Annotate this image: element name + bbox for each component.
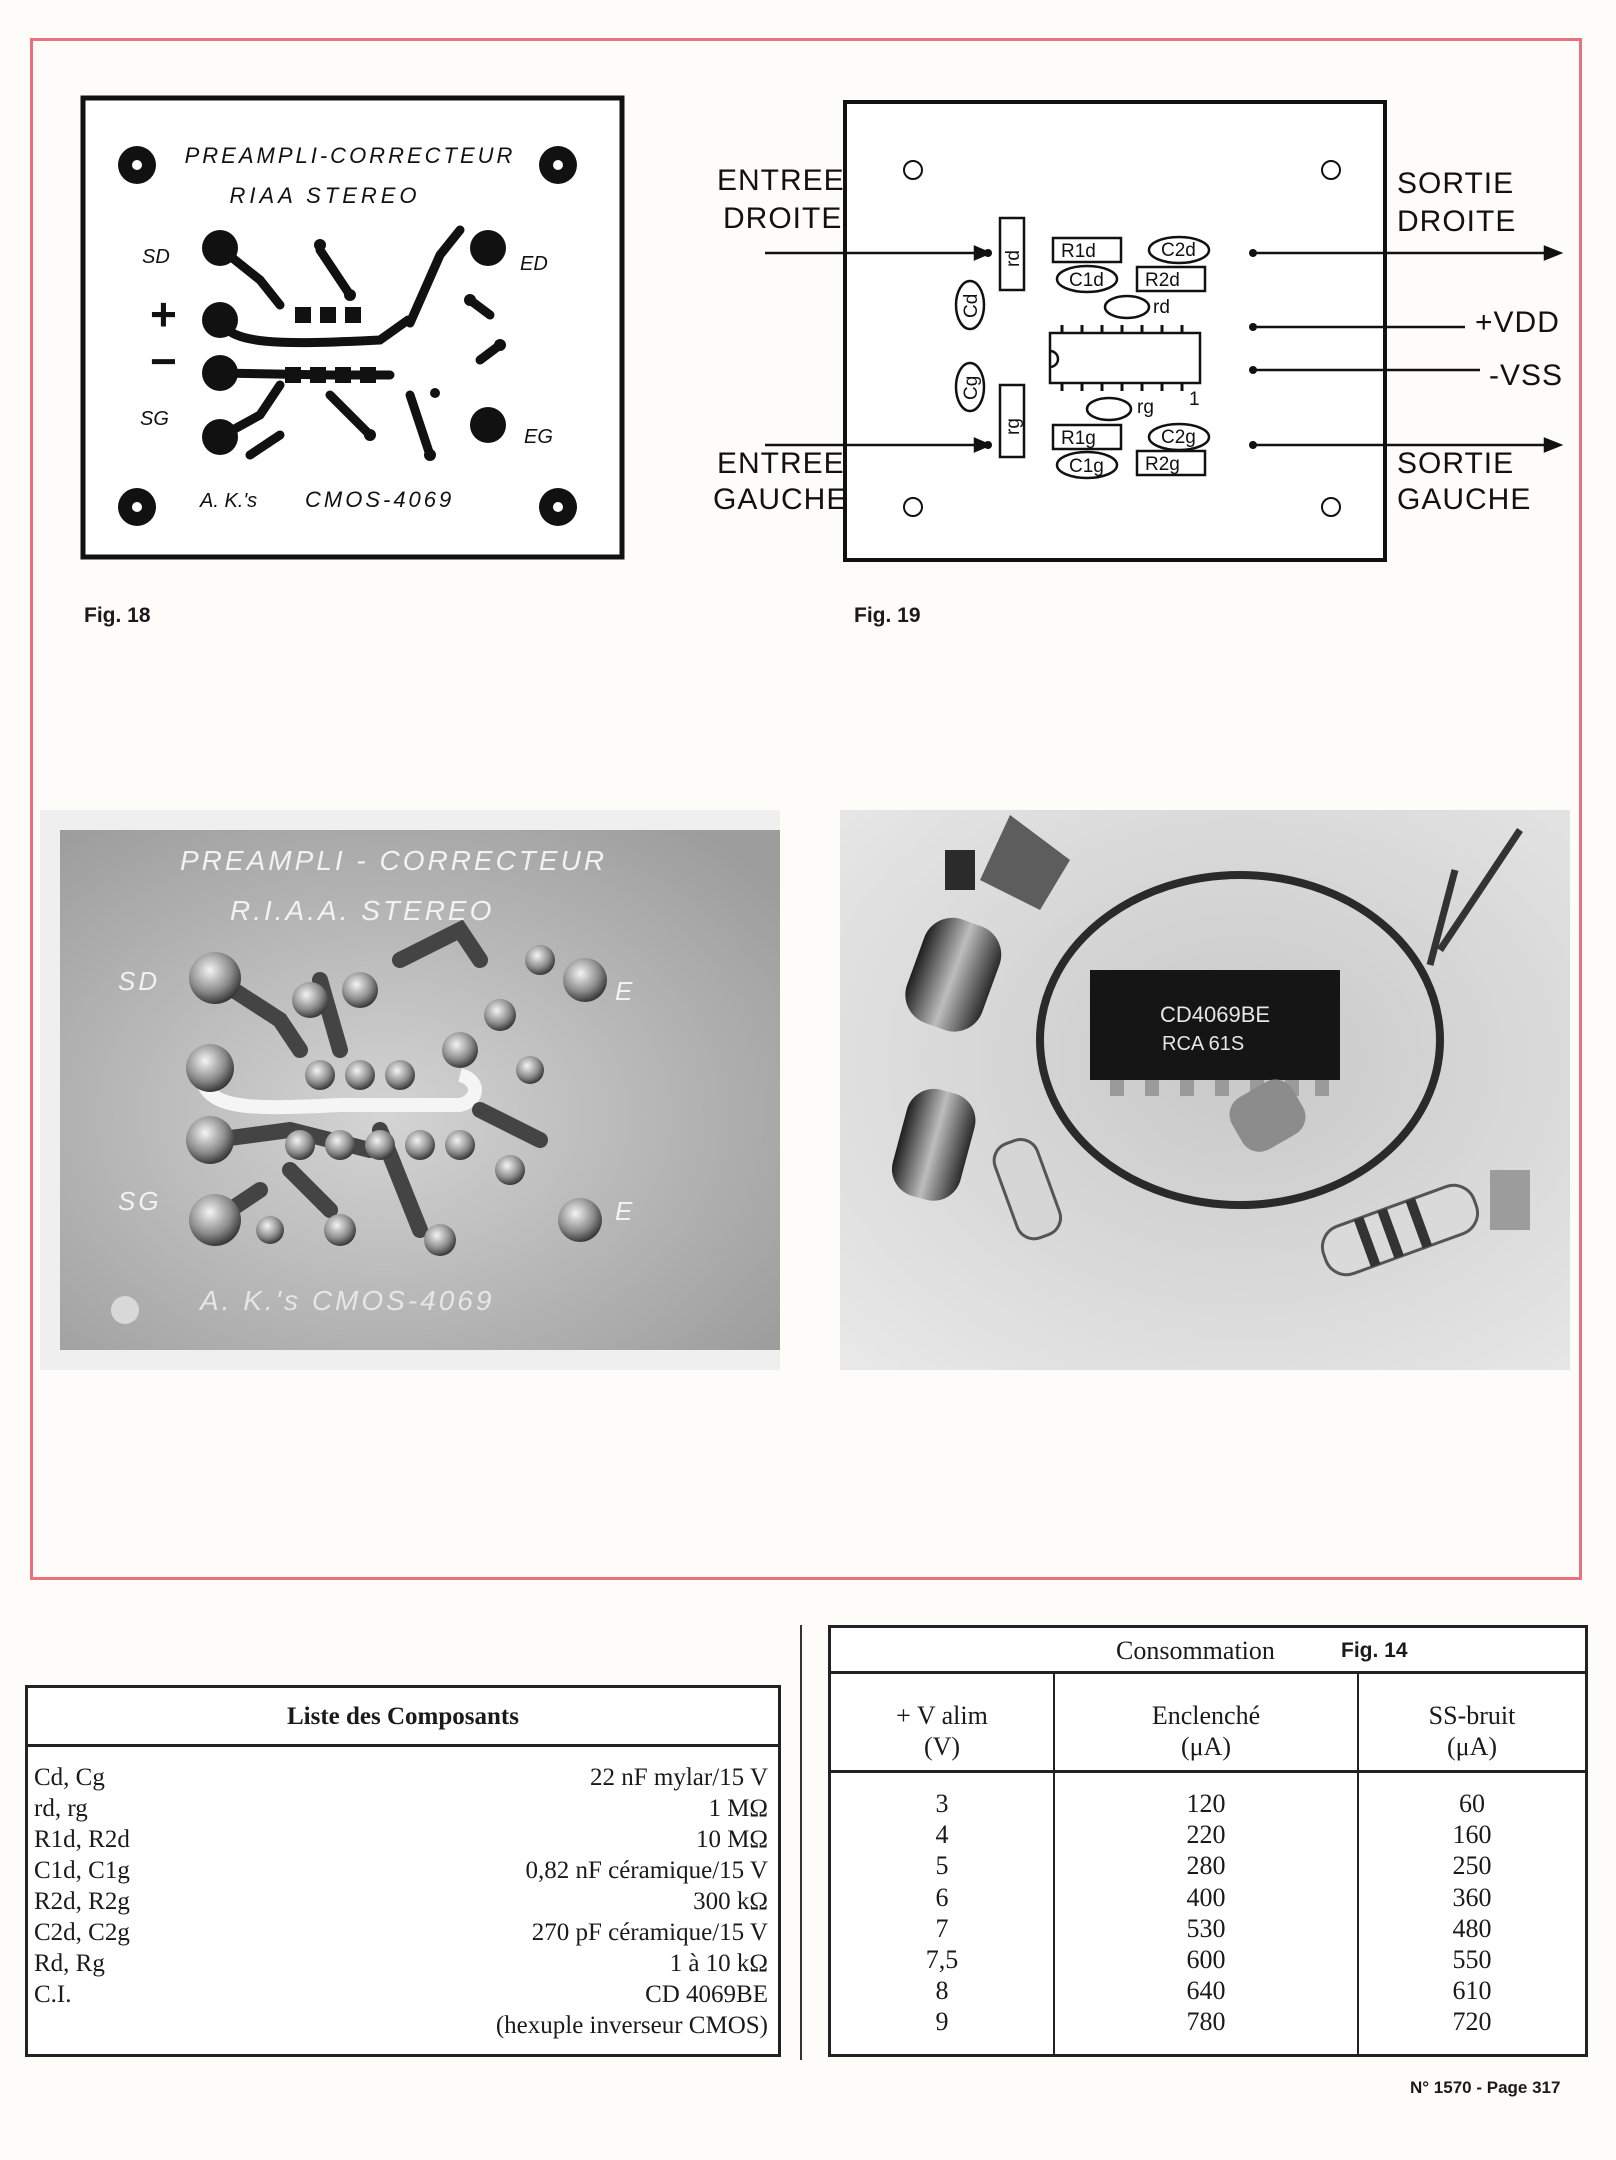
in-right-line1: ENTREE — [717, 164, 845, 197]
parts-label: C.I. — [34, 1981, 72, 2008]
label-rd-vertical: rd — [1003, 250, 1024, 267]
fig18-caption: Fig. 18 — [84, 604, 151, 627]
board-title-1: PREAMPLI-CORRECTEUR — [184, 143, 516, 168]
table-cell: 4 — [935, 1820, 949, 1850]
parts-value: 270 pF céramique/15 V — [531, 1919, 768, 1946]
parts-list-title: Liste des Composants — [28, 1688, 778, 1747]
table-cell: 3 — [935, 1789, 949, 1818]
table-cell: 7 — [935, 1913, 949, 1943]
table-cell: 640 — [1186, 1976, 1226, 2006]
parts-label: C2d, C2g — [34, 1919, 130, 1946]
table-cell: 220 — [1186, 1820, 1226, 1850]
out-right-line1: SORTIE — [1397, 167, 1515, 200]
parts-label: Cd, Cg — [34, 1764, 105, 1791]
column-ss-bruit — [1359, 1788, 1585, 2038]
board-footer-left: A. K.'s — [200, 490, 258, 512]
page-number: N° 1570 - Page 317 — [1410, 2078, 1561, 2097]
photo-pad-sg: SG — [118, 1186, 162, 1216]
table-cell: 780 — [1186, 2007, 1226, 2037]
plus-sign: + — [150, 288, 177, 340]
header-line: (μA) — [1446, 1732, 1498, 1761]
fig19-caption: Fig. 19 — [854, 604, 921, 627]
label-r1d: R1d — [1061, 241, 1096, 262]
label-rg-vertical: rg — [1003, 418, 1024, 435]
label-cd: Cd — [961, 293, 982, 318]
photo-text-3: A. K.'s CMOS-4069 — [200, 1285, 495, 1316]
header-line: SS-bruit — [1428, 1701, 1516, 1730]
parts-value: 1 à 10 kΩ — [669, 1950, 768, 1977]
header-line: Enclenché — [1151, 1701, 1261, 1730]
parts-label: rd, rg — [34, 1795, 88, 1822]
table-cell: 610 — [1452, 1976, 1492, 2006]
parts-value: (hexuple inverseur CMOS) — [495, 2012, 768, 2039]
photo-assembled-board — [840, 810, 1570, 1370]
table-cell: 720 — [1452, 2007, 1492, 2037]
parts-value: 300 kΩ — [693, 1888, 768, 1915]
vdd-label: +VDD — [1475, 306, 1560, 339]
consumption-title-bar — [831, 1628, 1585, 1674]
in-left-line1: ENTREE — [717, 447, 845, 480]
out-left-line1: SORTIE — [1397, 447, 1515, 480]
table-cell: 480 — [1452, 1913, 1492, 1943]
consumption-title: Consommation — [1116, 1636, 1275, 1665]
board-footer-right: CMOS-4069 — [305, 487, 455, 512]
out-right-line2: DROITE — [1397, 205, 1517, 238]
header-enclenche — [1055, 1700, 1357, 1762]
chip-marking-2: RCA 61S — [1162, 1033, 1245, 1055]
pad-label-ed: ED — [520, 253, 548, 275]
table-cell: 8 — [935, 1976, 949, 2006]
in-left-line2: GAUCHE — [713, 483, 848, 516]
header-line: (V) — [923, 1732, 961, 1761]
label-c2d: C2d — [1161, 240, 1196, 261]
photo-text-2: R.I.A.A. STEREO — [230, 895, 495, 926]
label-rg: rg — [1137, 397, 1154, 418]
pad-label-eg: EG — [524, 426, 553, 448]
parts-label: C1d, C1g — [34, 1857, 130, 1884]
pin1-label: 1 — [1189, 389, 1200, 410]
in-right-line2: DROITE — [723, 202, 843, 235]
table-cell: 9 — [935, 2007, 949, 2037]
label-r1g: R1g — [1061, 428, 1096, 449]
table-cell: 6 — [935, 1882, 949, 1912]
consumption-table — [828, 1625, 1588, 2057]
out-left-line2: GAUCHE — [1397, 483, 1532, 516]
photo-pad-sd: SD — [118, 966, 161, 996]
consumption-fig-label: Fig. 14 — [1341, 1639, 1408, 1662]
header-line: (μA) — [1180, 1732, 1232, 1761]
parts-label: R2d, R2g — [34, 1888, 130, 1915]
table-cell: 360 — [1452, 1882, 1492, 1912]
table-cell: 530 — [1186, 1913, 1226, 1943]
table-cell: 60 — [1459, 1789, 1485, 1818]
header-v-alim — [831, 1700, 1053, 1762]
parts-list-table — [25, 1685, 781, 2057]
parts-value: 0,82 nF céramique/15 V — [525, 1857, 768, 1884]
label-c2g: C2g — [1161, 427, 1196, 448]
table-cell: 600 — [1186, 1944, 1226, 1974]
label-c1g: C1g — [1069, 456, 1104, 477]
chip-marking-1: CD4069BE — [1160, 1002, 1271, 1027]
label-r2d: R2d — [1145, 270, 1180, 291]
table-cell: 5 — [935, 1851, 949, 1881]
parts-value: CD 4069BE — [645, 1981, 768, 2008]
pad-label-sd: SD — [142, 246, 170, 268]
minus-sign: − — [150, 335, 177, 387]
label-c1d: C1d — [1069, 270, 1104, 291]
table-cell: 550 — [1452, 1944, 1492, 1974]
parts-value: 22 nF mylar/15 V — [589, 1764, 768, 1791]
header-line: + V alim — [896, 1701, 988, 1730]
parts-label: Rd, Rg — [34, 1950, 105, 1977]
photo-pcb-solder-side — [40, 810, 780, 1370]
parts-label: R1d, R2d — [34, 1826, 130, 1853]
table-cell: 280 — [1186, 1851, 1226, 1881]
table-cell: 160 — [1452, 1820, 1492, 1850]
column-separator — [800, 1625, 802, 2060]
table-cell: 120 — [1186, 1789, 1226, 1818]
label-rd: rd — [1153, 297, 1170, 318]
column-enclenche — [1055, 1788, 1357, 2038]
fig18-pcb-diagram — [80, 95, 625, 560]
pad-label-sg: SG — [140, 408, 169, 430]
parts-value: 1 MΩ — [708, 1795, 768, 1822]
label-r2g: R2g — [1145, 454, 1180, 475]
photo-pad-e2: E — [615, 1196, 636, 1226]
table-cell: 7,5 — [925, 1944, 959, 1974]
parts-value: 10 MΩ — [695, 1826, 768, 1853]
table-cell: 250 — [1452, 1851, 1492, 1881]
header-divider — [831, 1770, 1585, 1773]
vss-label: -VSS — [1489, 359, 1564, 392]
header-ss-bruit — [1359, 1700, 1585, 1762]
board-title-2: RIAA STEREO — [229, 183, 421, 208]
fig19-component-diagram — [705, 95, 1585, 565]
photo-pad-e1: E — [615, 976, 636, 1006]
label-cg: Cg — [961, 375, 982, 400]
photo-text-1: PREAMPLI - CORRECTEUR — [180, 845, 608, 876]
column-v-alim — [831, 1788, 1053, 2038]
table-cell: 400 — [1186, 1882, 1226, 1912]
